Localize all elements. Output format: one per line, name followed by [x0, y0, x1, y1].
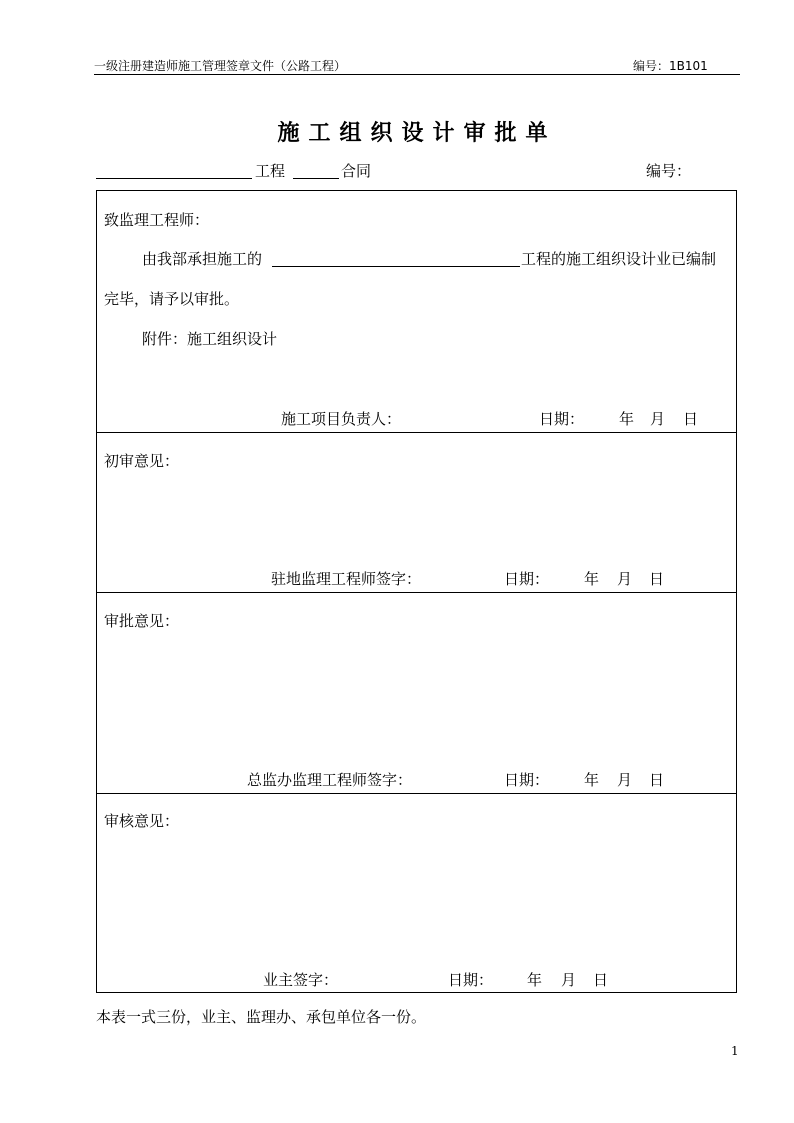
contract-label: 合同	[341, 162, 372, 180]
running-header-title: 一级注册建造师施工管理签章文件（公路工程）	[94, 59, 347, 73]
date-month: 月	[617, 771, 633, 789]
signer-label: 驻地监理工程师签字：	[271, 570, 422, 588]
date-day: 日	[649, 570, 665, 588]
header-rule	[94, 74, 740, 75]
approval-opinion-label: 审批意见：	[104, 612, 180, 630]
date-year: 年	[584, 570, 600, 588]
section-divider	[97, 793, 736, 794]
submission-text-line2: 完毕，请予以审批。	[104, 290, 240, 308]
date-year: 年	[527, 971, 543, 989]
project-name-fill-blank	[272, 266, 520, 267]
preliminary-review-label: 初审意见：	[104, 452, 180, 470]
date-month: 月	[650, 410, 666, 428]
review-opinion-label: 审核意见：	[104, 812, 180, 830]
date-year: 年	[584, 771, 600, 789]
contract-name-blank	[293, 178, 339, 179]
submission-text-prefix: 由我部承担施工的	[142, 250, 263, 268]
date-month: 月	[617, 570, 633, 588]
project-label: 工程	[255, 162, 286, 180]
attachment-note: 附件：施工组织设计	[142, 330, 278, 348]
copies-note: 本表一式三份，业主、监理办、承包单位各一份。	[96, 1008, 427, 1026]
project-name-blank	[96, 178, 252, 179]
signer-label: 业主签字：	[263, 971, 339, 989]
page-number: 1	[731, 1044, 739, 1058]
page-title: 施工组织设计审批单	[277, 120, 557, 146]
section-divider	[97, 592, 736, 593]
approval-form-table	[96, 190, 737, 993]
date-day: 日	[593, 971, 609, 989]
date-label: 日期：	[504, 570, 550, 588]
date-label: 日期：	[539, 410, 585, 428]
date-label: 日期：	[448, 971, 494, 989]
signer-label: 总监办监理工程师签字：	[247, 771, 413, 789]
section-divider	[97, 432, 736, 433]
date-day: 日	[683, 410, 699, 428]
date-label: 日期：	[504, 771, 550, 789]
date-day: 日	[649, 771, 665, 789]
running-header-number: 编号：1B101	[633, 59, 708, 73]
submission-text-suffix: 工程的施工组织设计业已编制	[521, 250, 717, 268]
addressee: 致监理工程师：	[104, 211, 210, 229]
date-year: 年	[619, 410, 635, 428]
signer-label: 施工项目负责人：	[281, 410, 402, 428]
form-number-label: 编号：	[646, 162, 692, 180]
date-month: 月	[561, 971, 577, 989]
